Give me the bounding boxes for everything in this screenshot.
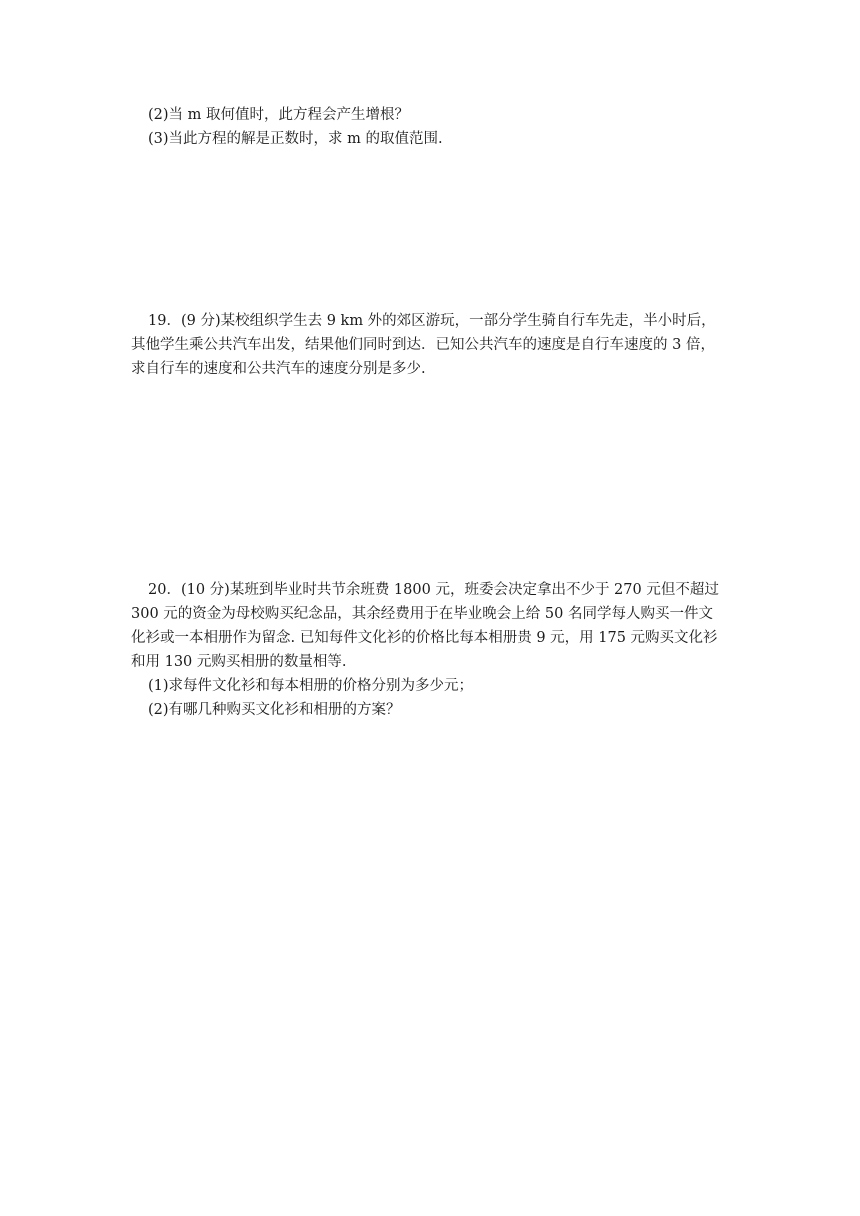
q19-line-3: 求自行车的速度和公共汽车的速度分别是多少. — [131, 361, 426, 377]
q19-line-2: 其他学生乘公共汽车出发，结果他们同时到达．已知公共汽车的速度是自行车速度的 3 倍， — [131, 337, 715, 353]
q20-part2-text: (2)有哪几种购买文化衫和相册的方案？ — [148, 702, 401, 718]
q20-line-2: 300 元的资金为母校购买纪念品，其余经费用于在毕业晚会上给 50 名同学每人购买一件文 — [131, 606, 713, 622]
q19-line-1: 19．(9 分)某校组织学生去 9 km 外的郊区游玩，一部分学生骑自行车先走，半小时后， — [148, 313, 716, 329]
q18-part3-text: (3)当此方程的解是正数时，求 m 的取值范围. — [148, 131, 443, 147]
q20-line-1: 20．(10 分)某班到毕业时共节余班费 1800 元，班委会决定拿出不少于 270 元但不超过 — [148, 582, 719, 598]
q20-line-4: 和用 130 元购买相册的数量相等. — [131, 654, 347, 670]
q20-line-3: 化衫或一本相册作为留念. 已知每件文化衫的价格比每本相册贵 9 元，用 175 元购买文化衫 — [131, 630, 718, 646]
q18-part2-text: (2)当 m 取何值时，此方程会产生增根？ — [148, 107, 410, 123]
q20-part1-text: (1)求每件文化衫和每本相册的价格分别为多少元； — [148, 678, 474, 694]
